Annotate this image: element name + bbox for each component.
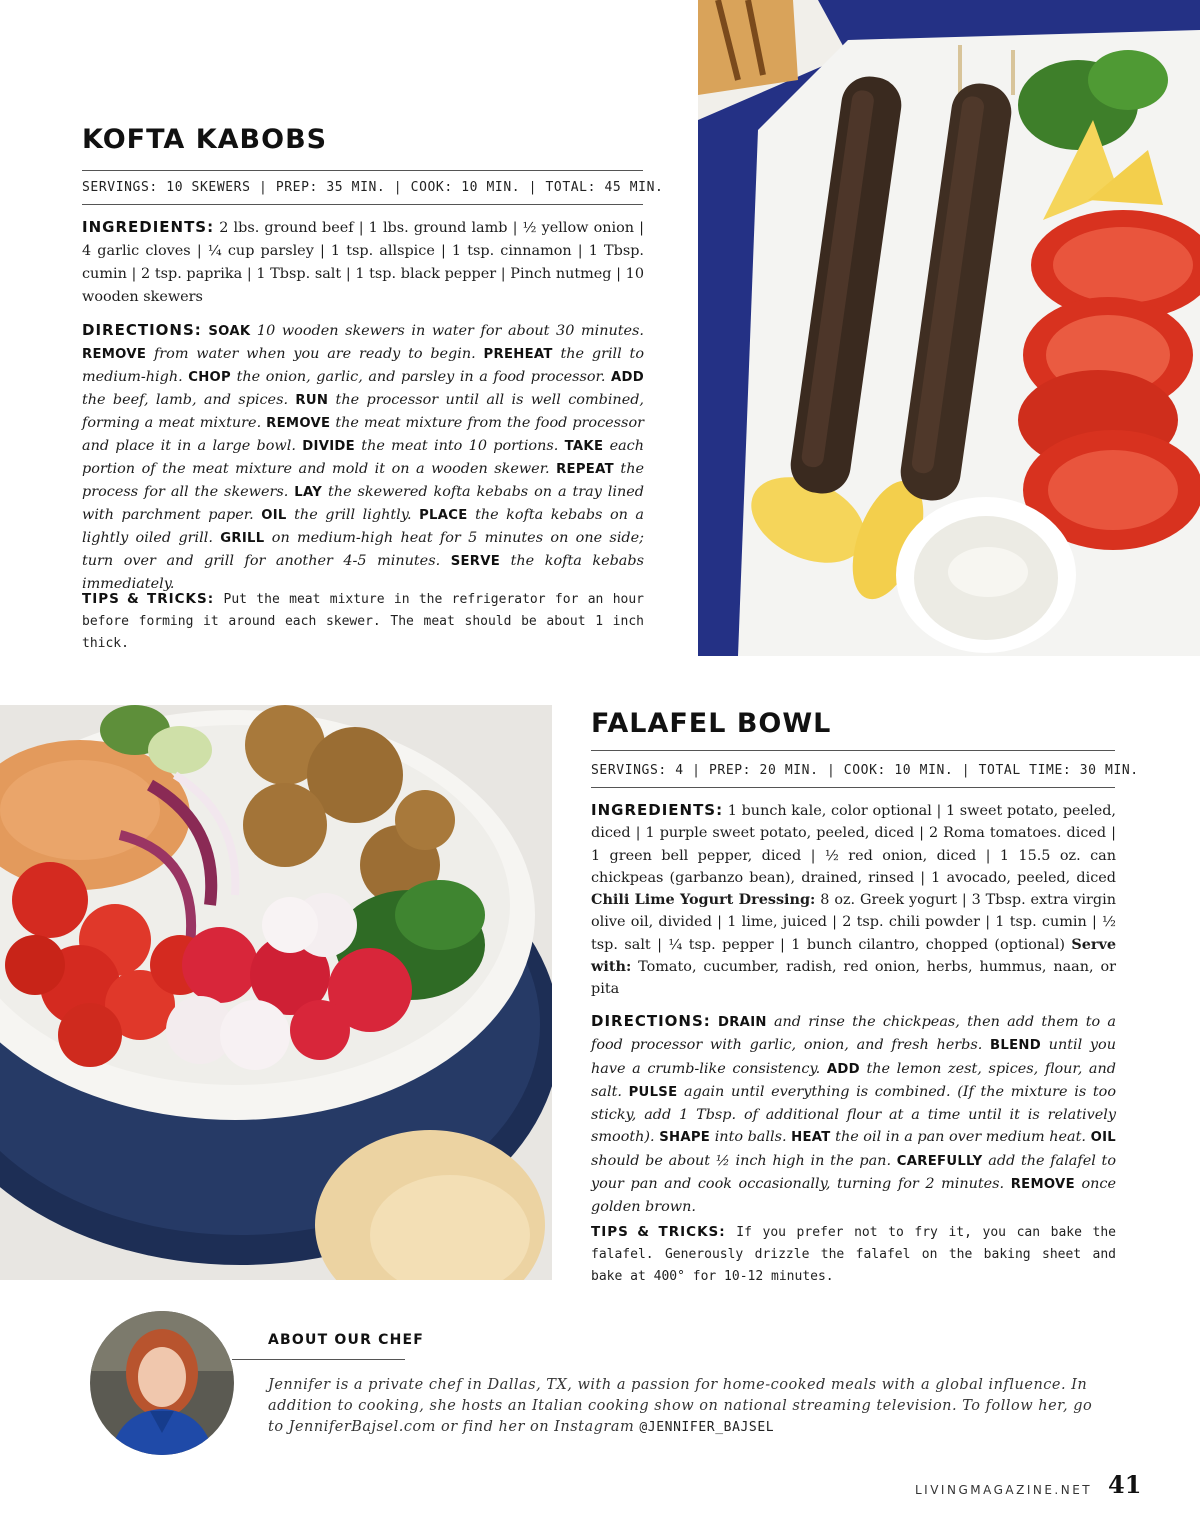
direction-text: until you have a crumb-like consistency.	[591, 1037, 1116, 1077]
falafel-dressing-label: Chili Lime Yogurt Dressing:	[591, 891, 816, 909]
kofta-tips	[82, 588, 644, 655]
direction-verb: GRILL	[220, 531, 265, 546]
direction-text: the beef, lamb, and spices.	[82, 392, 296, 408]
footer-website[interactable]: LIVINGMAGAZINE.NET	[915, 1483, 1093, 1497]
falafel-bowl-photo	[0, 705, 552, 1280]
direction-verb: PLACE	[419, 508, 468, 523]
falafel-title: FALAFEL BOWL	[591, 708, 832, 739]
direction-text: the meat mixture from the food processor and place it in a large bowl.	[82, 415, 644, 454]
about-chef-divider	[232, 1359, 405, 1360]
falafel-serve-list: Tomato, cucumber, radish, red onion, herbs, hummus, naan, or pita	[591, 959, 1116, 998]
kofta-title-divider	[82, 170, 643, 171]
direction-text: on medium-high heat for 5 minutes on one side; turn over and grill for another 4-5 minutes.	[82, 530, 644, 569]
direction-verb: PULSE	[628, 1084, 678, 1100]
about-chef-label: ABOUT OUR CHEF	[268, 1332, 425, 1348]
direction-verb: CAREFULLY	[896, 1153, 983, 1169]
direction-text: once golden brown.	[591, 1176, 1116, 1216]
direction-verb: REMOVE	[266, 416, 331, 431]
direction-verb: DRAIN	[717, 1015, 767, 1030]
direction-verb: REMOVE	[1010, 1177, 1075, 1193]
direction-verb: HEAT	[791, 1130, 831, 1146]
falafel-title-divider	[591, 750, 1115, 751]
direction-text: and rinse the chickpeas, then add them to a food processor with garlic, onion, and fresh herbs.	[591, 1014, 1116, 1054]
direction-text: each portion of the meat mixture and mold it on a wooden skewer.	[82, 438, 645, 477]
direction-text: the meat into 10 portions.	[354, 438, 565, 454]
direction-text: 10 wooden skewers in water for about 30 minutes.	[250, 323, 644, 339]
direction-verb: REMOVE	[82, 347, 147, 362]
falafel-ingredients-label: INGREDIENTS:	[591, 801, 724, 819]
falafel-ingredients-list: 1 bunch kale, color optional | 1 sweet potato, peeled, diced | 1 purple sweet potato, peeled, diced | 2 Roma tomatoes. diced | 1 green bell pepper, diced | ½ red onion, diced | 1 15.5 oz. can chickpeas (garbanzo bean), drained, rinsed | 1 avocado, peeled, diced	[591, 803, 1116, 886]
direction-verb: CHOP	[188, 370, 232, 385]
direction-verb: REPEAT	[556, 462, 614, 477]
direction-verb: TAKE	[564, 439, 604, 454]
direction-verb: DIVIDE	[302, 439, 355, 454]
kofta-tips-text: Put the meat mixture in the refrigerator for an hour before forming it around each skewer. The meat should be about 1 inch thick.	[82, 592, 645, 651]
direction-verb: LAY	[294, 485, 323, 500]
falafel-dressing-list: 8 oz. Greek yogurt | 3 Tbsp. extra virgin olive oil, divided | 1 lime, juiced | 2 tsp. chili powder | 1 tsp. cumin | ½ tsp. salt | ¼ tsp. pepper | 1 bunch cilantro, chopped (optional)	[591, 892, 1116, 953]
about-chef-bio: Jennifer is a private chef in Dallas, TX, with a passion for home-cooked meals with a global influence. In addition to cooking, she hosts an Italian cooking show on national streaming television. To follow her, go to JenniferBajsel.com or find her on Instagram	[268, 1377, 1093, 1435]
falafel-tips	[591, 1221, 1116, 1288]
falafel-ingredients	[591, 799, 1116, 1001]
kofta-ingredients-label: INGREDIENTS:	[82, 218, 215, 236]
direction-text: the oil in a pan over medium heat.	[830, 1129, 1091, 1146]
direction-text: the grill lightly.	[286, 507, 420, 523]
direction-text: the processor until all is well combined, forming a meat mixture.	[82, 392, 644, 431]
falafel-directions-label: DIRECTIONS:	[591, 1012, 711, 1030]
kofta-kabobs-photo	[698, 0, 1200, 656]
kofta-meta-divider	[82, 204, 643, 205]
about-chef-text	[268, 1375, 1098, 1438]
direction-text: the kofta kebabs immediately.	[82, 553, 644, 592]
kofta-directions	[82, 319, 644, 596]
page-number: 41	[1108, 1470, 1142, 1499]
direction-verb: PREHEAT	[483, 347, 553, 362]
direction-text: the kofta kebabs on a lightly oiled grill.	[82, 507, 644, 546]
instagram-handle[interactable]: @JENNIFER_BAJSEL	[639, 1420, 775, 1435]
direction-text: the grill to medium-high.	[82, 346, 644, 385]
direction-text: should be about ½ inch high in the pan.	[591, 1152, 897, 1169]
chef-avatar	[90, 1311, 234, 1455]
kofta-title: KOFTA KABOBS	[82, 124, 328, 155]
direction-text: the lemon zest, spices, flour, and salt.	[591, 1060, 1116, 1100]
direction-verb: ADD	[610, 370, 644, 385]
kofta-tips-label: TIPS & TRICKS:	[82, 591, 215, 607]
direction-verb: OIL	[1090, 1130, 1116, 1146]
kofta-ingredients	[82, 216, 644, 309]
direction-verb: SHAPE	[659, 1130, 711, 1146]
direction-text: the skewered kofta kebabs on a tray lined with parchment paper.	[82, 484, 644, 523]
direction-verb: SERVE	[450, 554, 501, 569]
direction-text: into balls.	[710, 1129, 792, 1146]
falafel-serve-label: Serve with:	[591, 935, 1116, 976]
direction-text: the onion, garlic, and parsley in a food processor.	[231, 369, 611, 385]
direction-verb: SOAK	[208, 324, 251, 339]
falafel-meta: SERVINGS: 4 | PREP: 20 MIN. | COOK: 10 MIN. | TOTAL TIME: 30 MIN.	[591, 763, 1139, 778]
falafel-tips-text: If you prefer not to fry it, you can bake the falafel. Generously drizzle the falafel on the baking sheet and bake at 400° for 10-12 minutes.	[591, 1225, 1117, 1284]
direction-verb: OIL	[261, 508, 287, 523]
direction-verb: RUN	[295, 393, 329, 408]
kofta-meta: SERVINGS: 10 SKEWERS | PREP: 35 MIN. | COOK: 10 MIN. | TOTAL: 45 MIN.	[82, 180, 664, 195]
direction-text: from water when you are ready to begin.	[146, 346, 484, 362]
direction-text: again until everything is combined. (If the mixture is too sticky, add 1 Tbsp. of additional flour at a time until it is relatively smooth).	[591, 1083, 1116, 1146]
falafel-meta-divider	[591, 787, 1115, 788]
direction-text: add the falafel to your pan and cook occasionally, turning for 2 minutes.	[591, 1152, 1116, 1193]
kofta-directions-label: DIRECTIONS:	[82, 321, 202, 339]
direction-text: the process for all the skewers.	[82, 461, 644, 500]
kofta-ingredients-list: 2 lbs. ground beef | 1 lbs. ground lamb | ½ yellow onion | 4 garlic cloves | ¼ cup parsley | 1 tsp. allspice | 1 tsp. cinnamon | 1 Tbsp. cumin | 2 tsp. paprika | 1 Tbsp. salt | 1 tsp. black pepper | Pinch nutmeg | 10 wooden skewers	[82, 220, 644, 305]
falafel-directions	[591, 1010, 1116, 1219]
direction-verb: BLEND	[990, 1038, 1041, 1054]
direction-verb: ADD	[826, 1061, 860, 1077]
falafel-tips-label: TIPS & TRICKS:	[591, 1224, 726, 1240]
